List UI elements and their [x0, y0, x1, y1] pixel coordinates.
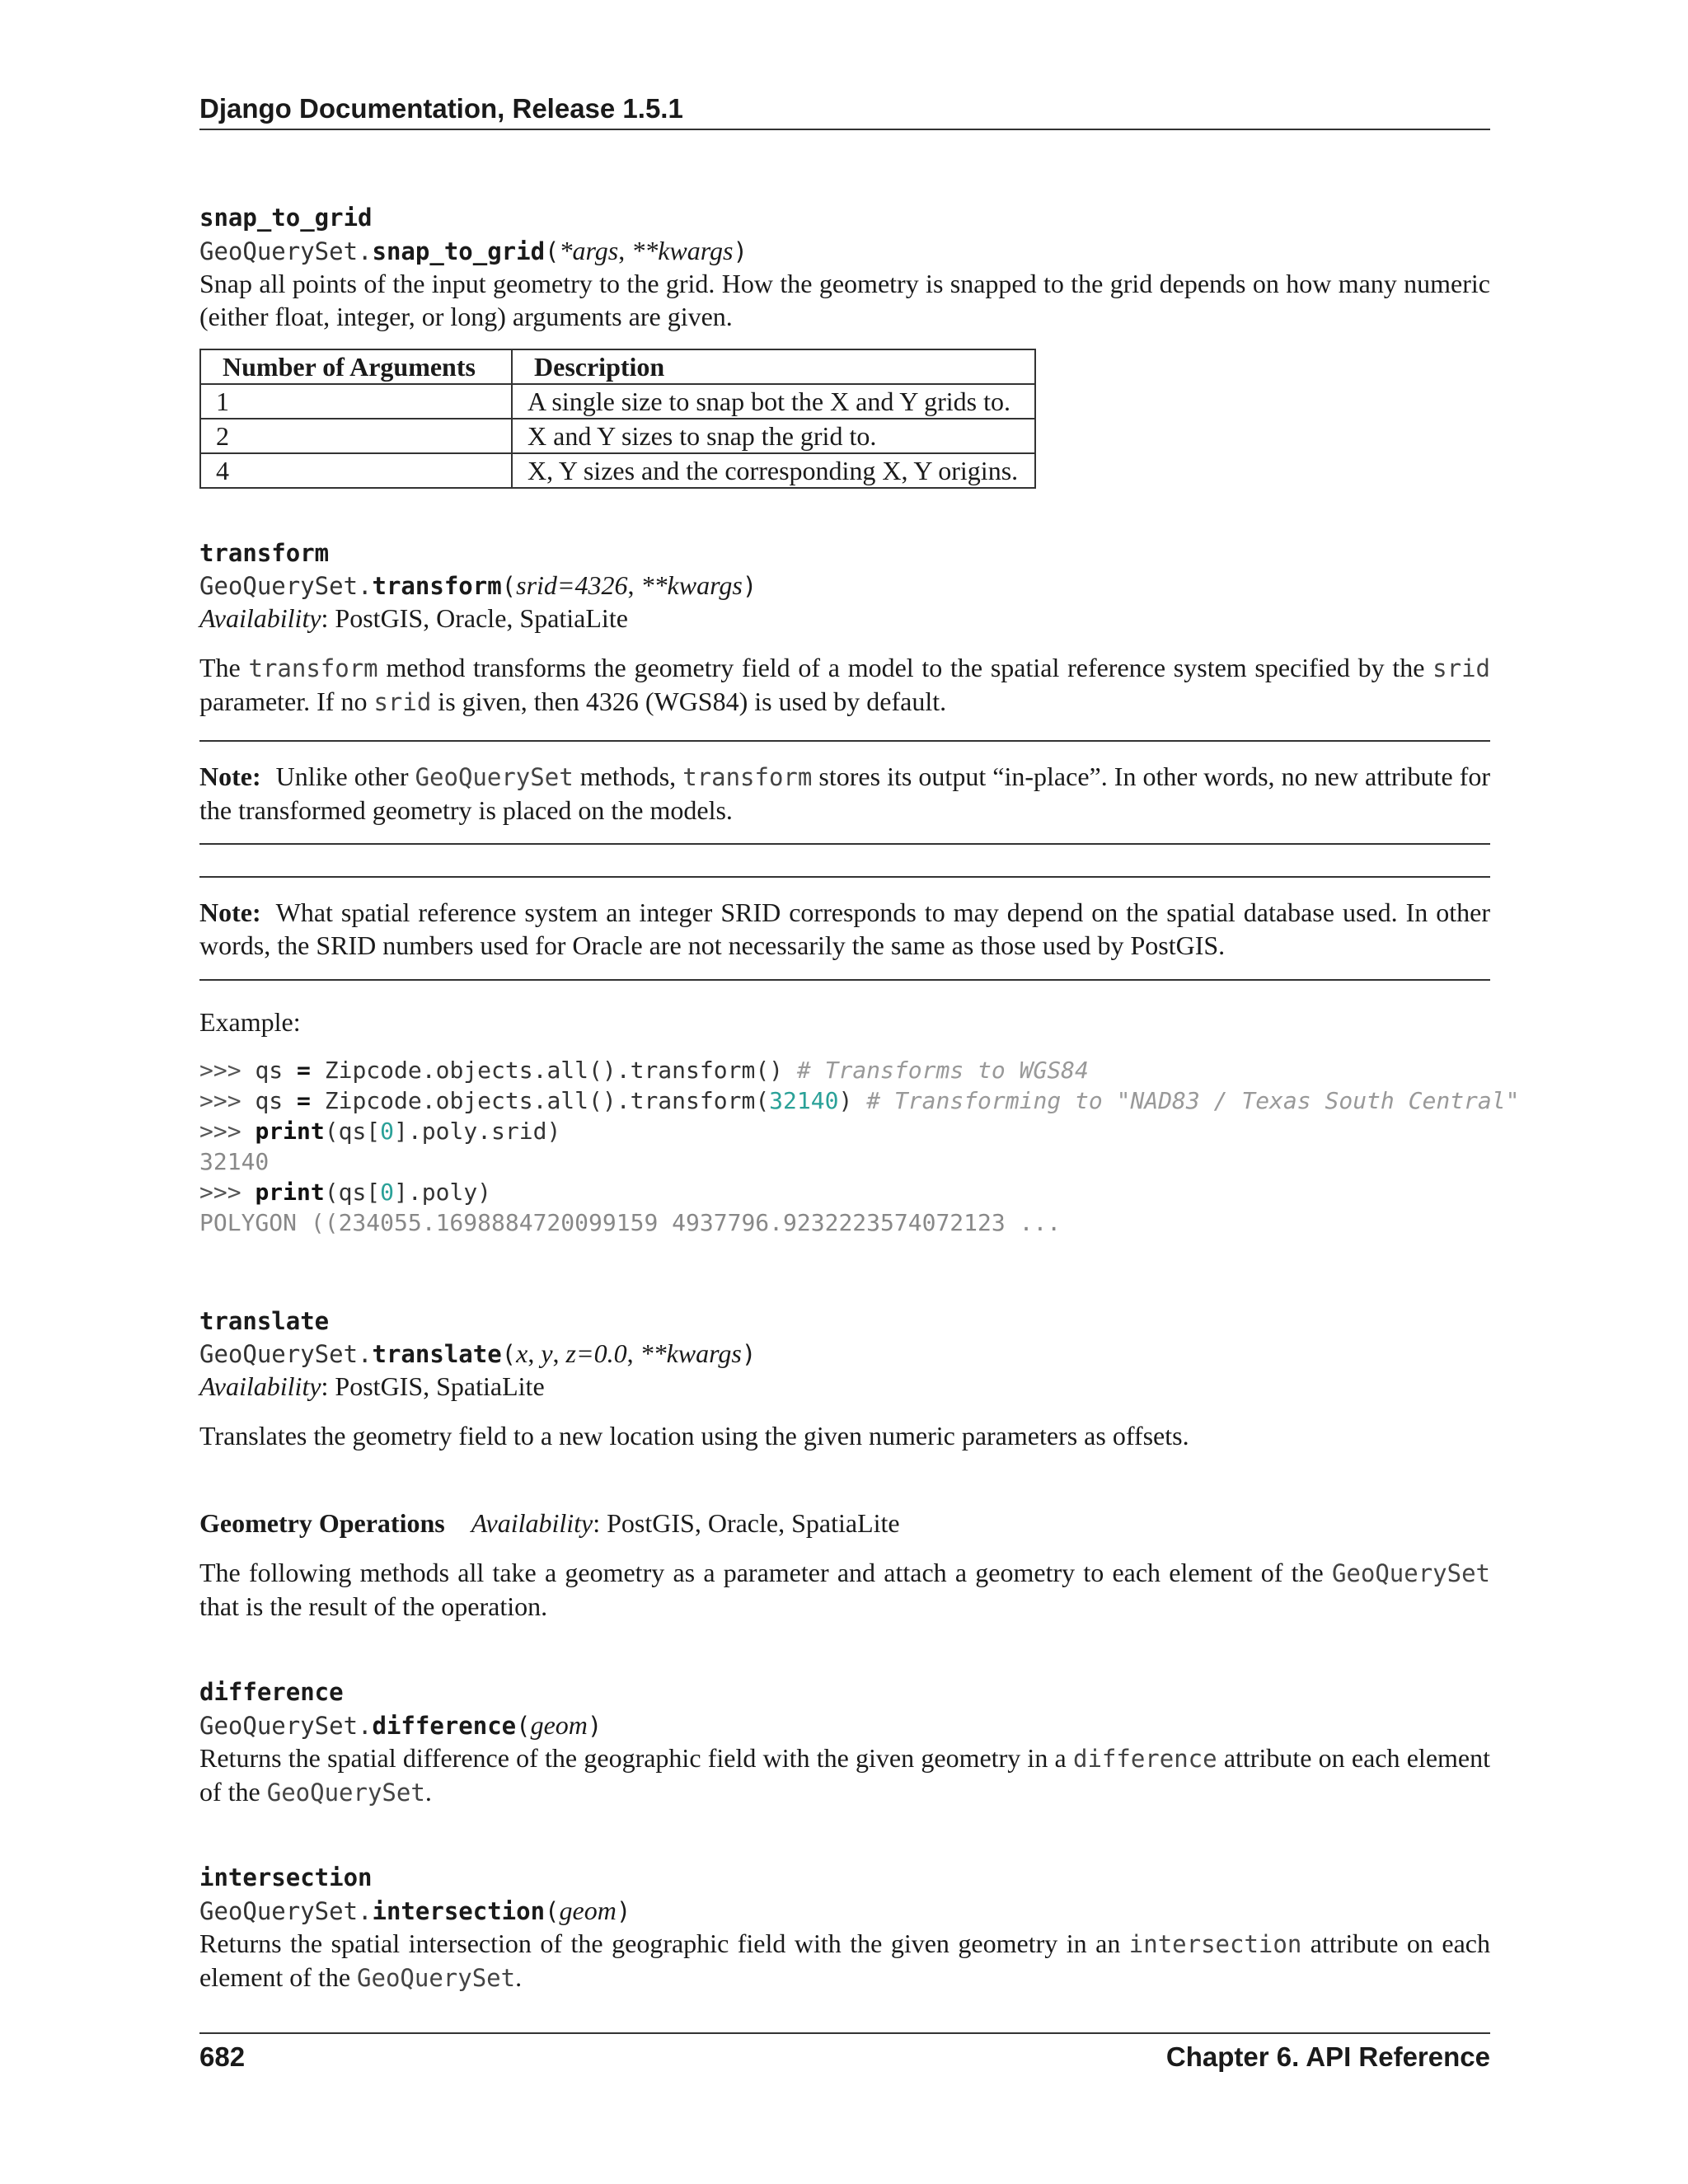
table-row [200, 384, 1035, 419]
signature-class: GeoQuerySet. [199, 1340, 373, 1368]
table-header-row [200, 349, 1035, 384]
geometry-operations-description [199, 1556, 1490, 1623]
note-top-rule [199, 876, 1490, 878]
page-header-title: Django Documentation, Release 1.5.1 [199, 93, 683, 124]
signature-name: difference [372, 1712, 517, 1740]
translate-term: translate [199, 1307, 330, 1335]
transform-description [199, 651, 1490, 719]
table-cell: X and Y sizes to snap the grid to. [512, 419, 1035, 453]
availability-value: : PostGIS, Oracle, SpatiaLite [321, 603, 628, 633]
note-bottom-rule [199, 843, 1490, 845]
difference-signature: GeoQuerySet.difference(geom) [199, 1710, 603, 1740]
table-row [200, 453, 1035, 488]
code-line: >>> qs = Zipcode.objects.all().transform(32140) # Transforming to "NAD83 / Texas South Central" [199, 1087, 1520, 1114]
text-run: Unlike other [275, 762, 415, 791]
signature-class: GeoQuerySet. [199, 1712, 373, 1740]
inline-code: GeoQuerySet [357, 1964, 516, 1992]
signature-param: z=0.0 [565, 1338, 627, 1368]
inline-code: srid [373, 688, 432, 716]
note-transform-in-place [199, 760, 1490, 827]
translate-availability [199, 1370, 1490, 1403]
code-example [199, 1055, 1520, 1238]
table-cell: 2 [200, 419, 512, 453]
footer-rule [199, 2032, 1490, 2034]
availability-value: : PostGIS, SpatiaLite [321, 1371, 545, 1401]
signature-param: geom [559, 1896, 617, 1925]
signature-param: *args [559, 236, 619, 265]
snap-to-grid-term: snap_to_grid [199, 204, 373, 232]
note-bottom-rule [199, 979, 1490, 981]
snap-to-grid-description: Snap all points of the input geometry to the grid. How the geometry is snapped to the grid depends on how many numeric (either float, integer, or long) arguments are given. [199, 269, 1490, 331]
table-cell: 4 [200, 453, 512, 488]
code-line: >>> print(qs[0].poly) [199, 1179, 492, 1206]
signature-name: transform [372, 572, 502, 600]
snap-to-grid-arguments-table [199, 349, 1036, 489]
code-output-line: POLYGON ((234055.1698884720099159 4937796.9232223574072123 ... [199, 1209, 1062, 1236]
signature-class: GeoQuerySet. [199, 572, 373, 600]
table-cell: A single size to snap bot the X and Y grids to. [512, 384, 1035, 419]
table-row [200, 419, 1035, 453]
inline-code: GeoQuerySet [415, 763, 574, 791]
snap-to-grid-signature: GeoQuerySet.snap_to_grid(*args, **kwargs) [199, 236, 748, 265]
inline-code: transform [682, 763, 813, 791]
signature-param: **kwargs [640, 1338, 742, 1368]
text-run: parameter. If no [199, 687, 374, 716]
signature-name: intersection [372, 1897, 546, 1925]
text-run: The [199, 653, 249, 682]
availability-label: Availability [199, 1371, 321, 1401]
text-run: What spatial reference system an integer SRID corresponds to may depend on the spatial database used. In other words, the SRID numbers used for Oracle are not necessarily the same as those used by PostGIS. [199, 898, 1490, 960]
signature-name: snap_to_grid [372, 237, 546, 265]
table-cell: X, Y sizes and the corresponding X, Y origins. [512, 453, 1035, 488]
table-header-cell: Description [512, 349, 1035, 384]
text-run: methods, [573, 762, 683, 791]
text-run: is given, then 4326 (WGS84) is used by default. [431, 687, 947, 716]
example-label: Example: [199, 1007, 301, 1037]
text-run: stores its output “in-place”. In other words, no new attribute for the transformed geometry is placed on the models. [199, 762, 1491, 825]
note-label: Note: [199, 898, 261, 927]
translate-signature: GeoQuerySet.translate(x, y, z=0.0, **kwargs) [199, 1338, 757, 1368]
text-run: that is the result of the operation. [199, 1591, 548, 1621]
difference-description [199, 1741, 1490, 1809]
code-output-line: 32140 [199, 1148, 270, 1175]
transform-availability [199, 602, 1490, 635]
note-top-rule [199, 740, 1490, 742]
intersection-description [199, 1927, 1490, 1994]
transform-signature: GeoQuerySet.transform(srid=4326, **kwargs) [199, 570, 757, 600]
inline-code: srid [1432, 654, 1491, 682]
inline-code: GeoQuerySet [1331, 1559, 1490, 1587]
signature-class: GeoQuerySet. [199, 1897, 373, 1925]
signature-param: y [541, 1338, 553, 1368]
code-line: >>> qs = Zipcode.objects.all().transform() # Transforms to WGS84 [199, 1057, 1089, 1084]
table-cell: 1 [200, 384, 512, 419]
signature-param: geom [530, 1710, 588, 1740]
note-label: Note: [199, 762, 261, 791]
signature-param: **kwargs [631, 236, 734, 265]
code-line: >>> print(qs[0].poly.srid) [199, 1118, 561, 1145]
transform-term: transform [199, 539, 330, 567]
geometry-operations-heading [199, 1507, 1490, 1540]
availability-label: Availability [199, 603, 321, 633]
inline-code: GeoQuerySet [266, 1779, 425, 1807]
table-header-cell: Number of Arguments [200, 349, 512, 384]
header-rule [199, 129, 1490, 130]
inline-code: transform [248, 654, 378, 682]
intersection-signature: GeoQuerySet.intersection(geom) [199, 1896, 631, 1925]
note-srid-database [199, 896, 1490, 962]
inline-code: intersection [1128, 1930, 1302, 1958]
signature-param: srid=4326 [516, 570, 628, 600]
text-run: attribute on each element of the [199, 1929, 1490, 1992]
text-run: Returns the spatial intersection of the geographic field with the given geometry in an [199, 1929, 1129, 1958]
inline-code: difference [1072, 1745, 1217, 1773]
translate-description: Translates the geometry field to a new location using the given numeric parameters as offsets. [199, 1421, 1189, 1451]
text-run: . [515, 1962, 523, 1992]
text-run: . [424, 1777, 432, 1807]
difference-term: difference [199, 1678, 344, 1706]
availability-value: : PostGIS, Oracle, SpatiaLite [593, 1508, 900, 1538]
text-run: attribute on each element of the [199, 1743, 1491, 1807]
text-run: Returns the spatial difference of the geographic field with the given geometry in a [199, 1743, 1073, 1773]
text-run: The following methods all take a geometry as a parameter and attach a geometry to each element of the [199, 1558, 1332, 1587]
signature-class: GeoQuerySet. [199, 237, 373, 265]
page-number: 682 [199, 2041, 246, 2072]
signature-name: translate [372, 1340, 502, 1368]
section-heading: Geometry Operations [199, 1508, 445, 1538]
availability-label: Availability [471, 1508, 593, 1538]
signature-param: x [516, 1338, 528, 1368]
chapter-title: Chapter 6. API Reference [1165, 2041, 1490, 2072]
text-run: method transforms the geometry field of a model to the spatial reference system specified by the [377, 653, 1433, 682]
intersection-term: intersection [199, 1863, 373, 1891]
signature-param: **kwargs [640, 570, 743, 600]
